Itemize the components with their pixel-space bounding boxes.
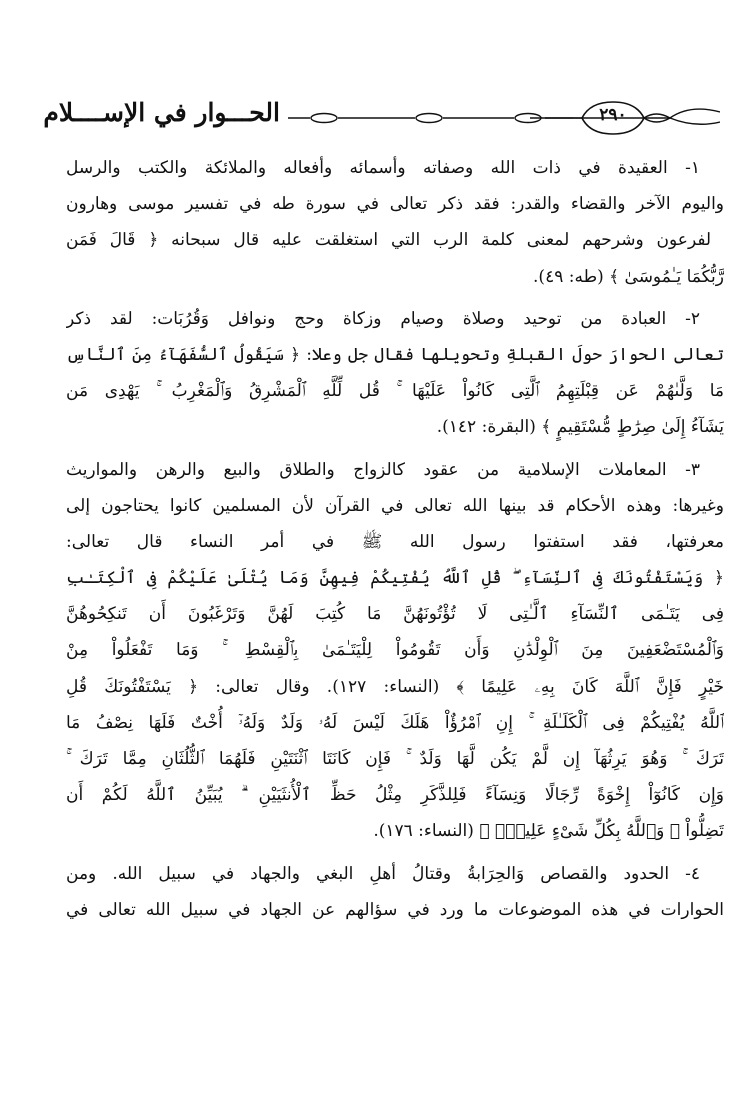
- text-line: تَرَكَ ۚ وَهُوَ يَرِثُهَآ إِن لَّمْ يَكُن لَّهَا وَلَدٌ ۚ فَإِن كَانَتَا ٱثْنَتَيْنِ فَلَهُمَا ٱلثُّلُثَانِ مِمَّا تَرَكَ ۚ: [66, 749, 724, 769]
- paragraph-worship: [66, 301, 724, 446]
- text-line: الحوارات في هذه الموضوعات ما ورد في سؤالهم عن الجهاد في سبيل الله تعالى في: [66, 899, 724, 920]
- text-line: ٢- العبادة من توحيد وصلاة وصيام وزكاة وحج ونوافل وَقُرُبَات: لقد ذكر: [66, 308, 700, 329]
- ornament-oval: [416, 114, 442, 123]
- text-line: فِى يَتَـٰمَى ٱلنِّسَآءِ ٱلَّـٰتِى لَا تُؤْتُونَهُنَّ مَا كُتِبَ لَهُنَّ وَتَرْغَبُونَ أَن تَنكِحُوهُنَّ: [66, 604, 724, 625]
- text-line: وغيرها: وهذه الأحكام قد بينها الله تعالى في القرآن لأن المسلمين كانوا يحتاجون إلى: [66, 495, 724, 516]
- text-line: ُ لفرعون وشرحهم لمعنى كلمة الرب التي استغلقت عليه قال سبحانه ﴿ قَالَ فَمَن: [66, 230, 724, 251]
- text-line: تَضِلُّواْ ۗ وَٱللَّهُ بِكُلِّ شَىْءٍ عَلِيمٌۢ ﴾ (النساء: ١٧٦).: [373, 821, 724, 842]
- text-line: ٱللَّهُ يُفْتِيكُمْ فِى ٱلْكَلَـٰلَةِ ۚ إِنِ ٱمْرُؤٌاْ هَلَكَ لَيْسَ لَهُۥ وَلَدٌ وَلَهُۥٓ أُخْتٌ فَلَهَا نِصْفُ مَا: [66, 712, 724, 733]
- body-text: [66, 150, 724, 934]
- text-line: ٣- المعاملات الإسلامية من عقود كالزواج والطلاق والبيع والرهن والمواريث: [66, 459, 700, 480]
- text-line: واليوم الآخر والقضاء والقدر: فقد ذكر تعالى في سورة طه في تفسير موسى وهارون: [66, 194, 724, 215]
- text-line: مَا وَلَّىٰهُمْ عَن قِبْلَتِهِمُ ٱلَّتِى كَانُواْ عَلَيْهَا ۚ قُل لِّلَّهِ ٱلْمَشْرِقُ وَٱلْمَغْرِبُ ۚ يَهْدِى مَن: [66, 381, 724, 402]
- ornament-oval: [311, 114, 337, 123]
- text-line: رَّبُّكُمَا يَـٰمُوسَىٰ ﴾ (طه: ٤٩).: [533, 266, 724, 287]
- text-line: وَٱلْمُسْتَضْعَفِينَ مِنَ ٱلْوِلْدَٰنِ وَأَن تَقُومُواْ لِلْيَتَـٰمَىٰ بِٱلْقِسْطِ ۚ وَمَا تَفْعَلُواْ مِنْ: [66, 640, 724, 661]
- text-line: ١- العقيدة في ذات الله وصفاته وأسمائه وأفعاله والملائكة والكتب والرسل: [66, 158, 700, 178]
- book-title: الحـــوار في الإســــلام: [43, 98, 280, 127]
- paragraph-creed: [66, 150, 724, 295]
- text-line: تعالى الحوارَ حولَ القبلةِ وتحويلها فقال جل وعلا: ﴿ سَيَقُولُ ٱلسُّفَهَآءُ مِنَ ٱلنَّاسِ: [66, 344, 724, 365]
- text-line: ٤- الحدود والقصاص وَالحِرَابةُ وقتالُ أهلِ البغي والجهاد في سبيل الله. ومن: [66, 863, 700, 884]
- paragraph-transactions: [66, 452, 724, 850]
- text-line: وَإِن كَانُوٓاْ إِخْوَةً رِّجَالًا وَنِسَآءً فَلِلذَّكَرِ مِثْلُ حَظِّ ٱلْأُنثَيَيْنِ ۗ يُبَيِّنُ ٱللَّهُ لَكُمْ أَن: [66, 785, 724, 806]
- text-line: خَيْرٍ فَإِنَّ ٱللَّهَ كَانَ بِهِۦ عَلِيمًا ﴾ (النساء: ١٢٧). وقال تعالى: ﴿ يَسْتَفْتُونَكَ قُلِ: [66, 676, 724, 697]
- text-line: يَشَآءُ إِلَىٰ صِرَٰطٍ مُّسْتَقِيمٍ ﴾ (البقرة: ١٤٢).: [436, 417, 724, 438]
- text-line: ﴿ وَيَسْتَفْتُونَكَ فِى ٱلنِّسَآءِ ۖ قُلِ ٱللَّهُ يُفْتِيكُمْ فِيهِنَّ وَمَا يُتْلَىٰ عَلَيْكُمْ فِى ٱلْكِتَـٰبِ: [66, 568, 724, 589]
- paragraph-penalties: [66, 856, 724, 928]
- page-number: ٢٩٠: [599, 105, 627, 125]
- running-header: [43, 94, 720, 142]
- text-line: معرفتها، فقد استفتوا رسول الله ﷺ في أمر النساء قال تعالى:: [66, 531, 724, 552]
